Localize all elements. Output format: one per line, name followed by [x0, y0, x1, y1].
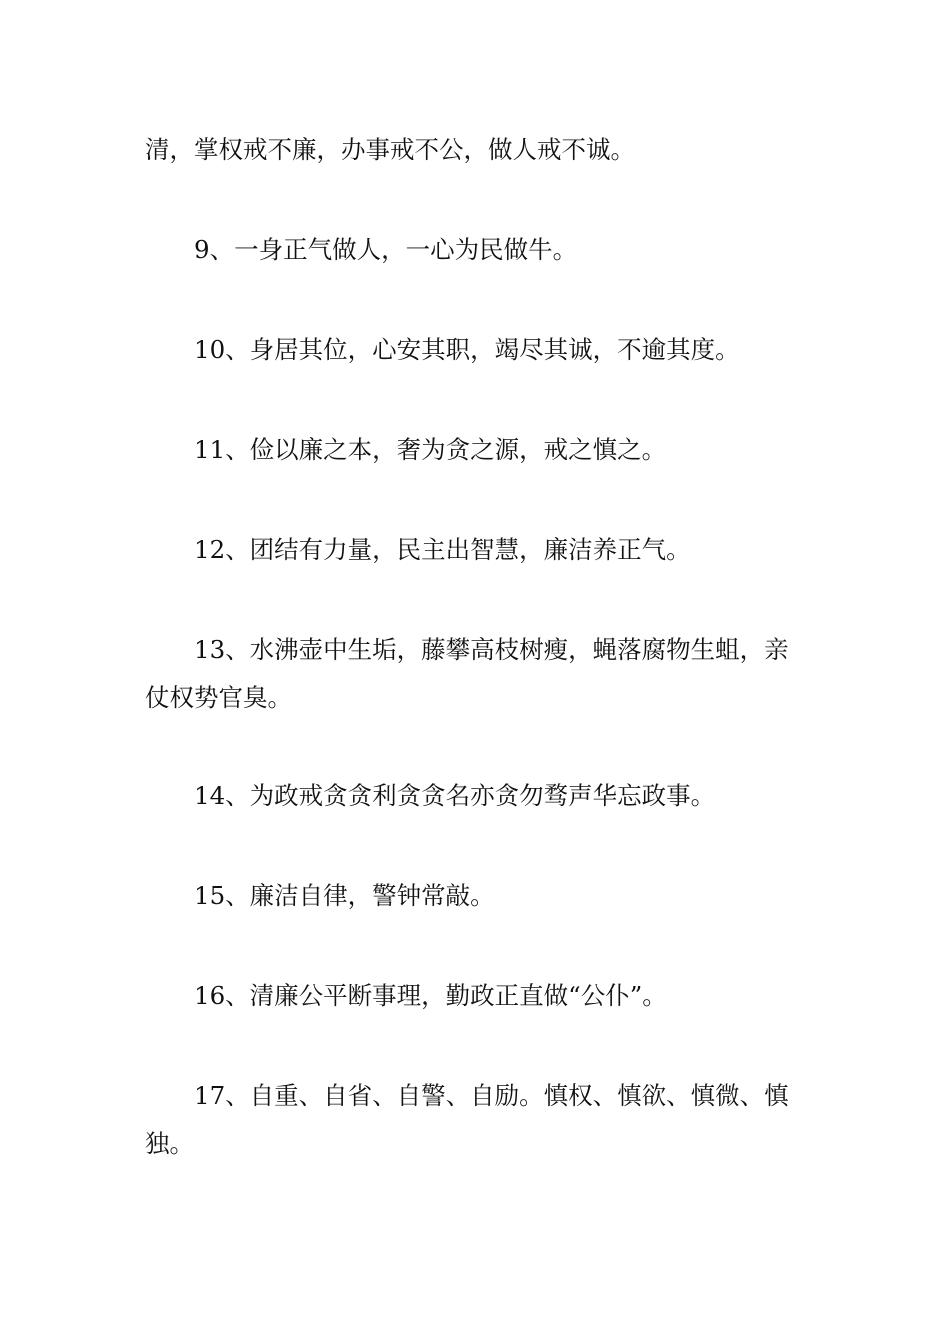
paragraph-item-14: 14、为政戒贪贪利贪贪名亦贪勿骛声华忘政事。: [194, 781, 716, 810]
paragraph-item-16: 16、清廉公平断事理，勤政正直做“公仆”。: [194, 981, 667, 1010]
paragraph-item-17: 17、自重、自省、自警、自励。慎权、慎欲、慎微、慎独。: [145, 1081, 789, 1158]
paragraph-item-10: 10、身居其位，心安其职，竭尽其诚，不逾其度。: [194, 335, 740, 364]
paragraph-item-9: 9、一身正气做人，一心为民做牛。: [194, 235, 578, 264]
paragraph-item-15: 15、廉洁自律，警钟常敲。: [194, 881, 495, 910]
paragraph-item-11: 11、俭以廉之本，奢为贪之源，戒之慎之。: [194, 435, 667, 464]
paragraph-item-13: 13、水沸壶中生垢，藤攀高枝树瘦，蝇落腐物生蛆，亲仗权势官臭。: [145, 635, 789, 712]
paragraph-continuation: 清，掌权戒不廉，办事戒不公，做人戒不诚。: [145, 135, 635, 164]
paragraph-item-12: 12、团结有力量，民主出智慧，廉洁养正气。: [194, 535, 691, 564]
